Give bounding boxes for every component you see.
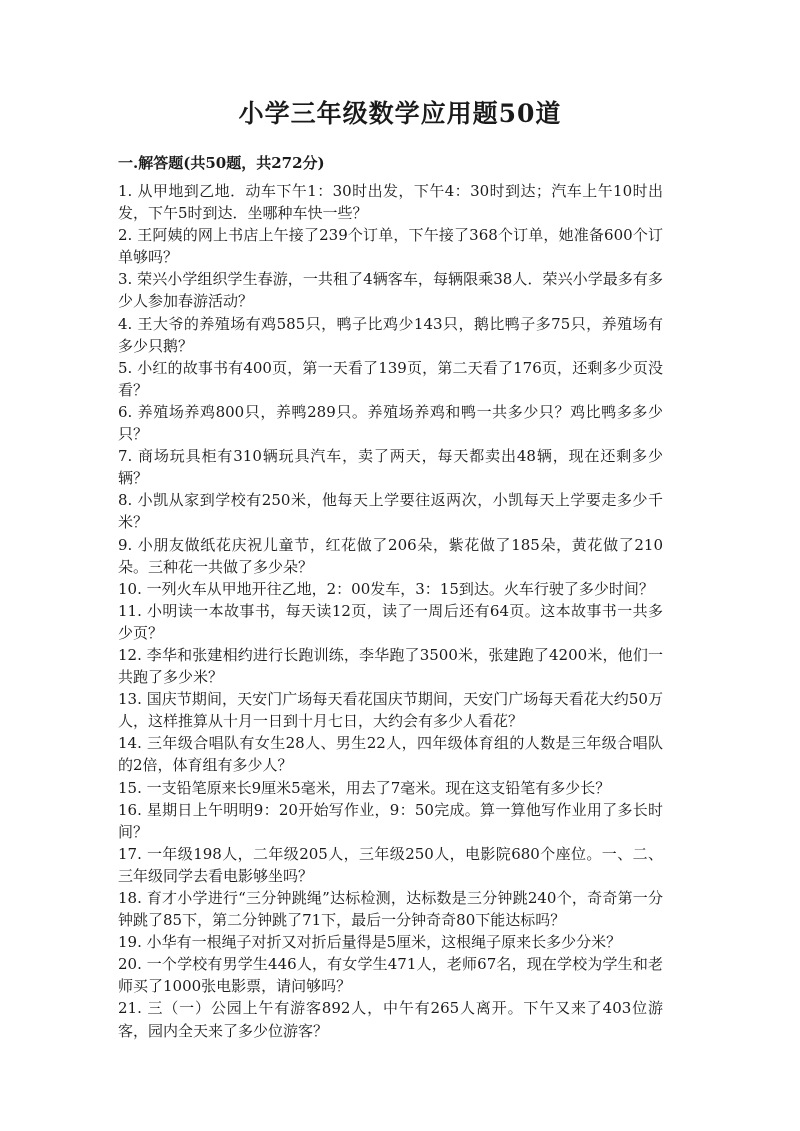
question-item: 13. 国庆节期间，天安门广场每天看花国庆节期间，天安门广场每天看花大约50万人，这样推算从十月一日到十月七日，大约会有多少人看花？ xyxy=(118,690,663,731)
question-item: 2. 王阿姨的网上书店上午接了239个订单，下午接了368个订单，她准备600个订单够吗？ xyxy=(118,226,663,267)
question-item: 7. 商场玩具柜有310辆玩具汽车，卖了两天，每天都卖出48辆，现在还剩多少辆？ xyxy=(118,447,663,488)
question-item: 20. 一个学校有男学生446人，有女学生471人，老师67名，现在学校为学生和老师买了1000张电影票，请问够吗？ xyxy=(118,955,663,996)
question-item: 1. 从甲地到乙地．动车下午1：30时出发，下午4：30时到达；汽车上午10时出发，下午5时到达．坐哪种车快一些？ xyxy=(118,182,663,223)
question-item: 3. 荣兴小学组织学生春游，一共租了4辆客车，每辆限乘38人．荣兴小学最多有多少人参加春游活动？ xyxy=(118,270,663,311)
question-item: 19. 小华有一根绳子对折又对折后量得是5厘米，这根绳子原来长多少分米？ xyxy=(118,933,622,952)
question-item: 18. 育才小学进行“三分钟跳绳”达标检测，达标数是三分钟跳240个，奇奇第一分钟跳了85下，第二分钟跳了71下，最后一分钟奇奇80下能达标吗？ xyxy=(118,889,663,930)
question-item: 12. 李华和张建相约进行长跑训练，李华跑了3500米，张建跑了4200米，他们一共跑了多少米？ xyxy=(118,645,663,687)
section-heading: 一.解答题(共50题，共272分) xyxy=(118,154,325,172)
question-item: 17. 一年级198人，二年级205人，三年级250人，电影院680个座位。一、二、三年级同学去看电影够坐吗？ xyxy=(118,844,663,885)
question-item: 14. 三年级合唱队有女生28人、男生22人，四年级体育组的人数是三年级合唱队的2倍，体育组有多少人？ xyxy=(118,734,663,775)
document-title: 小学三年级数学应用题50道 xyxy=(238,99,562,128)
question-item: 10. 一列火车从甲地开往乙地，2：00发车，3：15到达。火车行驶了多少时间？ xyxy=(118,579,654,598)
question-item: 4. 王大爷的养殖场有鸡585只，鸭子比鸡少143只，鹅比鸭子多75只，养殖场有多少只鹅？ xyxy=(118,314,663,355)
question-item: 15. 一支铅笔原来长9厘米5毫米，用去了7毫米。现在这支铅笔有多少长？ xyxy=(118,778,611,797)
question-item: 21. 三（一）公园上午有游客892人，中午有265人离开。下午又来了403位游客，园内全天来了多少位游客？ xyxy=(118,999,663,1040)
question-item: 6. 养殖场养鸡800只，养鸭289只。养殖场养鸡和鸭一共多少只？鸡比鸭多多少只？ xyxy=(118,402,663,444)
question-item: 9. 小朋友做纸花庆祝儿童节，红花做了206朵，紫花做了185朵，黄花做了210朵。三种花一共做了多少朵？ xyxy=(118,535,663,576)
question-item: 16. 星期日上午明明9：20开始写作业，9：50完成。算一算他写作业用了多长时间？ xyxy=(118,800,663,841)
question-item: 8. 小凯从家到学校有250米，他每天上学要往返两次，小凯每天上学要走多少千米？ xyxy=(118,491,663,532)
question-item: 11. 小明读一本故事书，每天读12页，读了一周后还有64页。这本故事书一共多少页？ xyxy=(118,601,663,642)
question-list xyxy=(118,180,663,1042)
question-item: 5. 小红的故事书有400页，第一天看了139页，第二天看了176页，还剩多少页没看？ xyxy=(118,358,663,399)
